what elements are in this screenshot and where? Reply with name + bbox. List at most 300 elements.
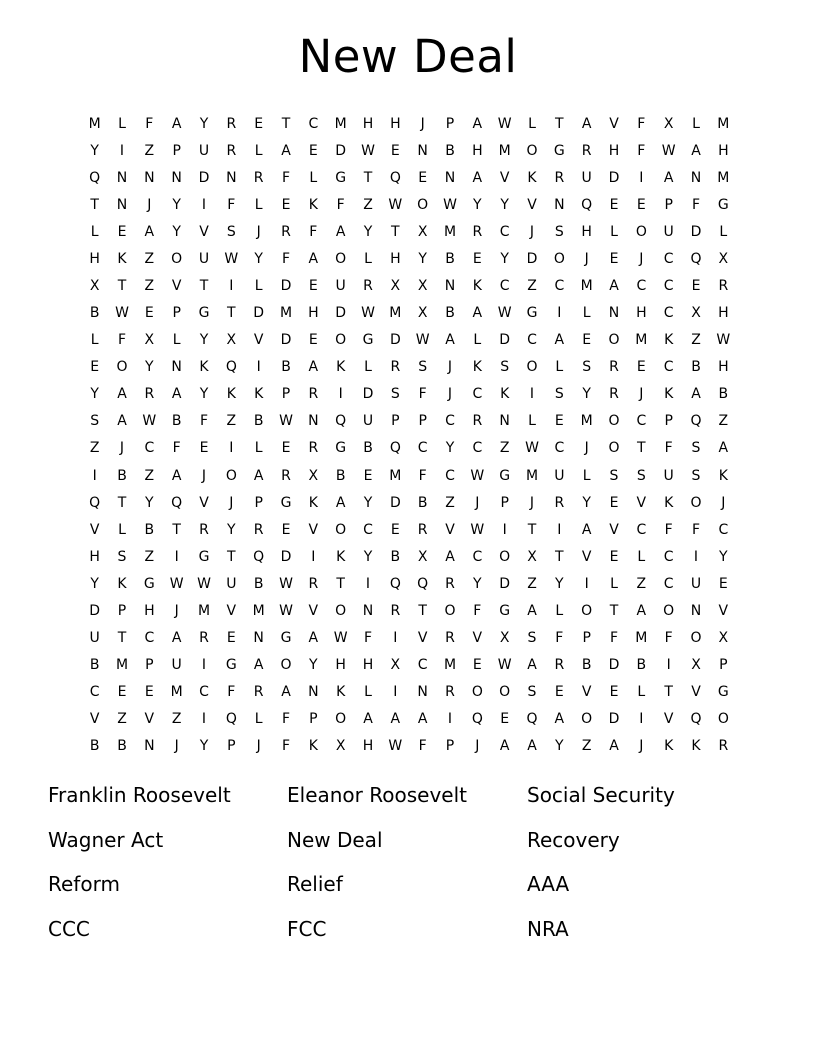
grid-letter: T: [281, 115, 291, 132]
grid-letter: Q: [690, 250, 702, 267]
grid-letter: W: [443, 196, 457, 213]
grid-letter: M: [334, 115, 347, 132]
grid-letter: A: [417, 711, 428, 728]
word-list-item: Relief: [287, 872, 343, 897]
grid-letter: H: [472, 142, 483, 159]
grid-letter: G: [280, 630, 292, 647]
grid-letter: X: [527, 548, 537, 565]
grid-letter: D: [335, 305, 347, 322]
grid-letter: A: [171, 386, 182, 403]
grid-letter: F: [145, 115, 154, 132]
grid-letter: Z: [117, 711, 127, 728]
grid-letter: G: [198, 548, 210, 565]
grid-letter: N: [499, 413, 510, 430]
grid-letter: S: [90, 413, 100, 430]
grid-letter: V: [199, 494, 209, 511]
word-list-item: Franklin Roosevelt: [48, 783, 231, 808]
grid-letter: L: [582, 467, 591, 484]
grid-letter: W: [115, 305, 129, 322]
grid-letter: M: [580, 278, 593, 294]
grid-letter: Z: [171, 711, 182, 728]
grid-letter: G: [280, 494, 292, 511]
grid-letter: O: [335, 250, 347, 267]
grid-letter: J: [584, 440, 589, 457]
grid-letter: Z: [144, 548, 155, 565]
grid-letter: X: [335, 738, 346, 755]
grid-letter: I: [557, 521, 562, 538]
grid-letter: K: [226, 386, 236, 403]
grid-letter: B: [89, 738, 100, 755]
grid-letter: M: [443, 223, 457, 240]
grid-letter: C: [417, 440, 428, 457]
grid-letter: E: [117, 684, 127, 701]
grid-letter: J: [447, 359, 453, 376]
grid-letter: B: [253, 413, 264, 430]
grid-letter: G: [225, 657, 237, 674]
grid-letter: T: [664, 684, 673, 701]
grid-letter: X: [390, 657, 401, 674]
grid-letter: X: [691, 657, 701, 674]
grid-letter: N: [171, 359, 182, 376]
grid-letter: R: [445, 575, 455, 592]
grid-letter: V: [636, 494, 647, 511]
grid-letter: Q: [417, 575, 429, 592]
grid-letter: E: [636, 359, 646, 376]
grid-letter: M: [115, 657, 129, 674]
grid-letter: W: [497, 305, 512, 322]
grid-letter: M: [580, 413, 593, 430]
grid-letter: F: [691, 196, 701, 213]
grid-letter: U: [89, 630, 100, 647]
grid-letter: Y: [473, 575, 482, 592]
grid-letter: T: [418, 602, 427, 619]
grid-letter: Z: [226, 413, 237, 430]
grid-letter: L: [254, 440, 263, 457]
grid-letter: F: [664, 630, 673, 647]
grid-letter: Q: [225, 711, 237, 728]
grid-letter: V: [308, 602, 319, 619]
grid-letter: M: [197, 602, 211, 619]
grid-letter: N: [116, 196, 128, 213]
grid-letter: W: [361, 142, 375, 159]
grid-letter: H: [608, 142, 620, 159]
grid-letter: B: [117, 738, 127, 755]
grid-letter: Z: [691, 332, 701, 349]
grid-letter: V: [226, 602, 237, 619]
grid-letter: F: [227, 196, 236, 213]
grid-letter: A: [609, 278, 619, 294]
grid-letter: A: [281, 684, 291, 701]
grid-letter: A: [308, 250, 319, 267]
grid-letter: O: [280, 657, 292, 674]
grid-letter: Y: [363, 548, 373, 565]
grid-letter: E: [472, 657, 482, 674]
grid-letter: B: [281, 359, 291, 376]
grid-letter: J: [256, 223, 261, 240]
grid-letter: U: [171, 657, 182, 674]
grid-letter: L: [364, 359, 372, 376]
grid-letter: S: [527, 684, 537, 701]
grid-letter: T: [117, 278, 127, 294]
grid-letter: L: [254, 142, 263, 159]
grid-letter: A: [281, 142, 291, 159]
grid-letter: Y: [418, 250, 427, 267]
grid-letter: V: [691, 684, 701, 701]
grid-letter: I: [338, 386, 343, 403]
grid-letter: D: [280, 548, 292, 565]
grid-letter: L: [254, 711, 263, 728]
grid-letter: F: [691, 521, 701, 538]
grid-letter: C: [472, 386, 483, 403]
word-list-item: Recovery: [527, 827, 620, 852]
grid-letter: M: [498, 142, 511, 159]
grid-letter: P: [145, 657, 154, 674]
grid-letter: E: [554, 684, 564, 701]
grid-letter: D: [608, 169, 620, 186]
grid-letter: L: [555, 602, 564, 619]
grid-letter: K: [500, 386, 510, 403]
grid-letter: C: [308, 115, 319, 132]
grid-letter: Z: [89, 440, 100, 457]
grid-letter: Y: [90, 142, 99, 159]
grid-letter: O: [444, 602, 456, 619]
grid-letter: N: [417, 684, 428, 701]
grid-letter: P: [172, 142, 181, 159]
grid-letter: Y: [90, 575, 99, 592]
grid-letter: N: [226, 169, 237, 186]
grid-letter: R: [554, 169, 565, 186]
grid-letter: N: [362, 602, 374, 619]
grid-letter: Y: [500, 196, 509, 213]
grid-letter: G: [717, 196, 729, 213]
grid-letter: W: [661, 142, 676, 159]
grid-letter: S: [554, 223, 564, 240]
grid-letter: Y: [363, 494, 373, 511]
grid-letter: I: [693, 548, 699, 565]
grid-letter: G: [198, 305, 210, 322]
grid-letter: I: [529, 386, 535, 403]
grid-letter: L: [473, 332, 482, 349]
word-search-grid: [81, 110, 737, 760]
grid-letter: R: [445, 630, 455, 647]
grid-letter: Q: [581, 196, 593, 213]
grid-letter: E: [390, 521, 400, 538]
grid-letter: C: [554, 440, 565, 457]
grid-letter: G: [362, 332, 374, 349]
grid-letter: B: [445, 142, 455, 159]
grid-letter: Q: [89, 494, 101, 511]
grid-letter: R: [472, 223, 483, 240]
grid-letter: A: [554, 711, 565, 728]
grid-letter: F: [281, 711, 291, 728]
grid-letter: C: [554, 278, 565, 294]
grid-letter: I: [393, 684, 398, 701]
grid-letter: A: [718, 440, 729, 457]
grid-letter: J: [420, 115, 425, 132]
grid-letter: L: [719, 223, 728, 240]
grid-letter: U: [198, 250, 210, 267]
grid-letter: Y: [199, 386, 209, 403]
grid-letter: X: [718, 630, 729, 647]
grid-letter: V: [609, 115, 619, 132]
grid-letter: B: [171, 413, 182, 430]
grid-letter: B: [117, 467, 127, 484]
grid-letter: Y: [199, 738, 209, 755]
grid-letter: H: [89, 250, 100, 267]
grid-letter: O: [499, 684, 511, 701]
grid-letter: W: [142, 413, 157, 430]
grid-letter: R: [226, 115, 237, 132]
grid-letter: E: [691, 278, 701, 294]
grid-letter: P: [172, 305, 181, 322]
grid-letter: A: [253, 657, 264, 674]
grid-letter: P: [117, 602, 127, 619]
grid-letter: D: [280, 332, 292, 349]
grid-letter: D: [389, 494, 401, 511]
grid-letter: D: [526, 250, 538, 267]
grid-letter: A: [171, 467, 182, 484]
grid-letter: S: [390, 386, 400, 403]
grid-letter: C: [499, 278, 510, 294]
grid-letter: Y: [90, 386, 99, 403]
grid-letter: L: [172, 332, 181, 349]
grid-letter: F: [609, 630, 619, 647]
grid-letter: G: [526, 305, 538, 322]
grid-letter: P: [500, 494, 509, 511]
grid-letter: F: [281, 169, 291, 186]
grid-letter: G: [499, 602, 511, 619]
grid-letter: A: [472, 305, 483, 322]
grid-letter: Q: [225, 359, 237, 376]
grid-letter: M: [88, 115, 101, 132]
grid-letter: L: [610, 575, 618, 592]
grid-letter: W: [716, 332, 731, 349]
grid-letter: B: [581, 657, 592, 674]
grid-letter: V: [417, 630, 428, 647]
grid-letter: O: [417, 196, 429, 213]
grid-letter: R: [363, 278, 373, 294]
grid-letter: K: [664, 494, 674, 511]
grid-letter: Q: [389, 575, 401, 592]
grid-letter: K: [117, 250, 127, 267]
word-list-item: NRA: [527, 916, 569, 941]
grid-letter: E: [609, 494, 619, 511]
grid-letter: F: [309, 223, 318, 240]
grid-letter: B: [89, 657, 100, 674]
grid-letter: S: [582, 359, 592, 376]
grid-letter: P: [281, 386, 291, 403]
grid-letter: U: [663, 223, 674, 240]
grid-letter: E: [308, 142, 318, 159]
grid-letter: S: [554, 386, 564, 403]
grid-letter: Z: [144, 278, 155, 294]
grid-letter: R: [253, 684, 264, 701]
grid-letter: R: [308, 575, 319, 592]
grid-letter: J: [639, 250, 644, 267]
grid-letter: C: [472, 440, 483, 457]
grid-letter: I: [557, 305, 562, 322]
grid-letter: V: [445, 521, 455, 538]
grid-letter: W: [497, 115, 512, 132]
grid-letter: I: [311, 548, 316, 565]
grid-letter: A: [117, 386, 127, 403]
grid-letter: V: [144, 711, 155, 728]
grid-letter: W: [525, 440, 539, 457]
grid-letter: J: [639, 738, 644, 755]
grid-letter: E: [609, 548, 619, 565]
grid-letter: B: [445, 250, 455, 267]
grid-letter: I: [256, 359, 261, 376]
grid-letter: E: [308, 278, 318, 294]
grid-letter: A: [691, 386, 701, 403]
grid-letter: R: [199, 630, 209, 647]
grid-letter: K: [664, 738, 674, 755]
grid-letter: C: [663, 305, 674, 322]
grid-letter: A: [335, 223, 346, 240]
grid-letter: L: [254, 196, 263, 213]
grid-letter: O: [608, 413, 620, 430]
grid-letter: D: [690, 223, 702, 240]
grid-letter: Z: [527, 278, 537, 294]
grid-letter: H: [390, 250, 401, 267]
grid-letter: J: [174, 602, 179, 619]
grid-letter: O: [335, 602, 347, 619]
grid-letter: A: [171, 630, 182, 647]
grid-letter: O: [116, 359, 128, 376]
grid-letter: L: [610, 223, 618, 240]
grid-letter: F: [363, 630, 373, 647]
grid-letter: X: [226, 332, 237, 349]
grid-letter: A: [581, 115, 592, 132]
grid-letter: O: [335, 711, 347, 728]
grid-letter: W: [279, 413, 293, 430]
grid-letter: B: [718, 386, 729, 403]
grid-letter: E: [609, 250, 619, 267]
grid-letter: O: [335, 521, 347, 538]
grid-letter: A: [609, 738, 619, 755]
grid-letter: T: [336, 575, 345, 592]
grid-letter: F: [281, 738, 291, 755]
grid-letter: N: [608, 305, 620, 322]
grid-letter: P: [582, 630, 591, 647]
grid-letter: W: [470, 521, 485, 538]
grid-letter: R: [308, 386, 319, 403]
grid-letter: E: [281, 440, 291, 457]
grid-letter: Y: [473, 196, 482, 213]
grid-letter: A: [335, 494, 346, 511]
grid-letter: V: [89, 711, 100, 728]
grid-letter: E: [281, 521, 291, 538]
grid-letter: M: [170, 684, 183, 701]
grid-letter: C: [417, 657, 428, 674]
grid-letter: X: [417, 548, 428, 565]
grid-letter: Y: [145, 494, 154, 511]
grid-letter: E: [199, 440, 209, 457]
grid-letter: O: [608, 332, 620, 349]
grid-letter: C: [199, 684, 209, 701]
grid-letter: L: [118, 115, 126, 132]
grid-letter: R: [199, 521, 209, 538]
grid-letter: J: [529, 494, 535, 511]
grid-letter: Y: [582, 494, 591, 511]
grid-letter: I: [201, 196, 207, 213]
grid-letter: Y: [582, 386, 591, 403]
grid-letter: M: [252, 602, 265, 619]
grid-letter: Y: [445, 440, 455, 457]
grid-letter: T: [363, 169, 373, 186]
grid-letter: E: [636, 196, 646, 213]
grid-letter: L: [582, 305, 591, 322]
grid-letter: U: [554, 467, 565, 484]
grid-letter: V: [581, 548, 592, 565]
grid-letter: V: [253, 332, 264, 349]
grid-letter: I: [584, 575, 589, 592]
grid-letter: R: [390, 359, 401, 376]
grid-letter: R: [472, 413, 483, 430]
grid-letter: H: [718, 359, 729, 376]
grid-letter: K: [718, 467, 728, 484]
grid-letter: G: [553, 142, 565, 159]
grid-letter: W: [333, 630, 348, 647]
grid-letter: J: [147, 196, 152, 213]
grid-letter: M: [525, 467, 539, 484]
grid-letter: F: [637, 115, 646, 132]
grid-letter: T: [227, 548, 236, 565]
grid-letter: X: [417, 223, 428, 240]
grid-letter: T: [527, 521, 537, 538]
grid-letter: J: [201, 467, 207, 484]
grid-letter: A: [527, 738, 537, 755]
grid-letter: A: [144, 223, 155, 240]
grid-letter: N: [554, 196, 565, 213]
grid-letter: R: [609, 386, 619, 403]
grid-letter: F: [227, 684, 236, 701]
grid-letter: S: [636, 467, 646, 484]
grid-letter: Z: [636, 575, 647, 592]
grid-letter: H: [718, 142, 729, 159]
grid-letter: T: [117, 494, 127, 511]
grid-letter: O: [663, 602, 675, 619]
grid-letter: I: [365, 575, 371, 592]
grid-letter: T: [391, 223, 400, 240]
grid-letter: Z: [144, 467, 155, 484]
grid-letter: H: [144, 602, 155, 619]
grid-letter: W: [197, 575, 211, 592]
grid-letter: Z: [499, 440, 510, 457]
grid-letter: B: [417, 494, 428, 511]
grid-letter: L: [528, 115, 536, 132]
grid-letter: A: [472, 169, 483, 186]
grid-letter: O: [581, 602, 593, 619]
grid-letter: U: [581, 169, 592, 186]
grid-letter: A: [445, 332, 455, 349]
grid-letter: S: [609, 467, 619, 484]
grid-letter: A: [308, 359, 319, 376]
grid-letter: D: [362, 386, 374, 403]
grid-letter: E: [144, 305, 154, 322]
grid-letter: L: [692, 115, 700, 132]
grid-letter: V: [527, 196, 537, 213]
grid-letter: I: [393, 630, 398, 647]
grid-letter: K: [336, 548, 346, 565]
grid-letter: K: [472, 359, 482, 376]
grid-letter: K: [199, 359, 209, 376]
grid-letter: E: [609, 684, 619, 701]
grid-letter: H: [335, 657, 346, 674]
grid-letter: C: [663, 250, 674, 267]
grid-letter: V: [581, 684, 592, 701]
grid-letter: P: [309, 711, 318, 728]
